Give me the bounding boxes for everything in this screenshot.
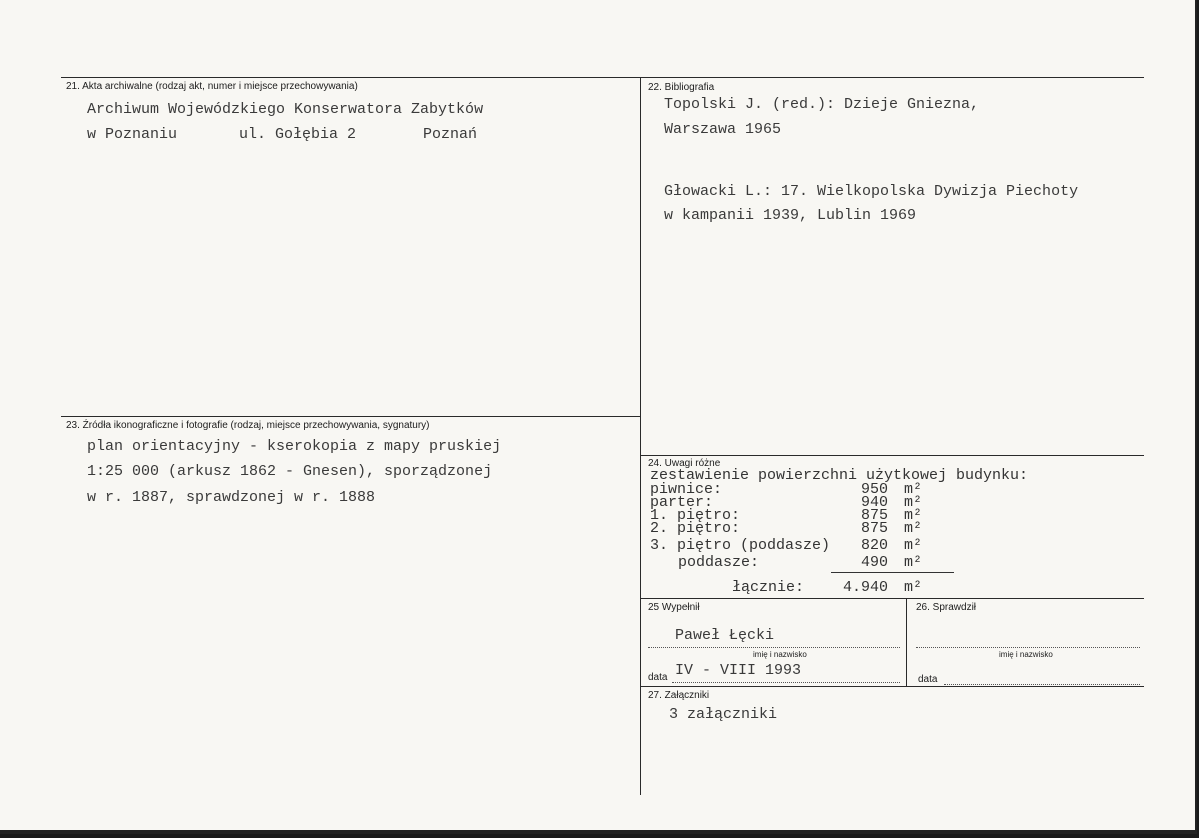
area-row-name: parter: xyxy=(650,494,714,511)
area-row-value: 820 xyxy=(861,537,889,554)
attachments-value: 3 załączniki xyxy=(669,706,778,723)
rule-above-27 xyxy=(641,686,1144,687)
area-total-value: 4.940 xyxy=(843,579,889,596)
area-row-unit: m² xyxy=(904,494,923,511)
section-23-label: 23. Źródła ikonograficzne i fotografie (rodzaj, miejsce przechowywania, sygnatury) xyxy=(66,420,430,431)
area-row-name: 3. piętro (poddasze) xyxy=(650,537,831,554)
section-25-label: 25 Wypełnił xyxy=(648,602,700,613)
area-row-name: poddasze: xyxy=(678,554,760,571)
filled-by-name-caption: imię i nazwisko xyxy=(753,650,807,659)
filled-by-date-line xyxy=(672,682,900,683)
bibliography-line-2: Warszawa 1965 xyxy=(664,121,782,138)
area-row-name: 2. piętro: xyxy=(650,520,741,537)
section-21-city: Poznań xyxy=(423,126,478,143)
rule-above-25 xyxy=(641,598,1144,599)
area-row-unit: m² xyxy=(904,481,923,498)
area-row-name: 1. piętro: xyxy=(650,507,741,524)
filled-by-name: Paweł Łęcki xyxy=(675,627,775,644)
area-total-unit: m² xyxy=(904,579,923,596)
area-row-value: 875 xyxy=(861,520,889,537)
section-22-label: 22. Bibliografia xyxy=(648,82,715,93)
bibliography-line-3: Głowacki L.: 17. Wielkopolska Dywizja Piechoty xyxy=(664,183,1079,200)
section-21-line-2: w Poznaniu xyxy=(87,126,178,143)
checked-by-name-caption: imię i nazwisko xyxy=(999,650,1053,659)
section-24-label: 24. Uwagi różne xyxy=(648,458,721,469)
divider-25-26 xyxy=(906,598,907,686)
section-27-label: 27. Załączniki xyxy=(648,690,710,701)
area-row-unit: m² xyxy=(904,507,923,524)
iconography-line-1: plan orientacyjny - kserokopia z mapy pruskiej xyxy=(87,438,502,455)
iconography-line-2: 1:25 000 (arkusz 1862 - Gnesen), sporządzonej xyxy=(87,463,493,480)
total-underline xyxy=(831,572,954,573)
iconography-line-3: w r. 1887, sprawdzonej w r. 1888 xyxy=(87,489,376,506)
section-26-label: 26. Sprawdził xyxy=(916,602,977,613)
bibliography-line-1: Topolski J. (red.): Dzieje Gniezna, xyxy=(664,96,980,113)
section-21-address: ul. Gołębia 2 xyxy=(239,126,357,143)
area-row-value: 875 xyxy=(861,507,889,524)
area-row-name: piwnice: xyxy=(650,481,723,498)
filled-by-date: IV - VIII 1993 xyxy=(675,662,802,679)
area-summary-heading: zestawienie powierzchni użytkowej budynku: xyxy=(650,467,1029,484)
section-21-label: 21. Akta archiwalne (rodzaj akt, numer i miejsce przechowywania) xyxy=(66,81,358,92)
checked-by-name-line xyxy=(916,647,1140,648)
area-row-unit: m² xyxy=(904,537,923,554)
area-row-value: 490 xyxy=(861,554,889,571)
area-row-value: 950 xyxy=(861,481,889,498)
bibliography-line-4: w kampanii 1939, Lublin 1969 xyxy=(664,207,917,224)
checked-by-date-line xyxy=(944,684,1140,685)
section-21-line-1: Archiwum Wojewódzkiego Konserwatora Zabytków xyxy=(87,101,484,118)
rule-above-24 xyxy=(641,455,1144,456)
filled-by-name-line xyxy=(648,647,900,648)
top-rule xyxy=(61,77,1144,78)
rule-above-23 xyxy=(61,416,641,417)
area-row-value: 940 xyxy=(861,494,889,511)
area-row-unit: m² xyxy=(904,554,923,571)
center-divider xyxy=(640,77,641,795)
area-total-label: łącznie: xyxy=(732,579,805,596)
area-row-unit: m² xyxy=(904,520,923,537)
checked-by-date-label: data xyxy=(918,674,938,685)
filled-by-date-label: data xyxy=(648,672,668,683)
